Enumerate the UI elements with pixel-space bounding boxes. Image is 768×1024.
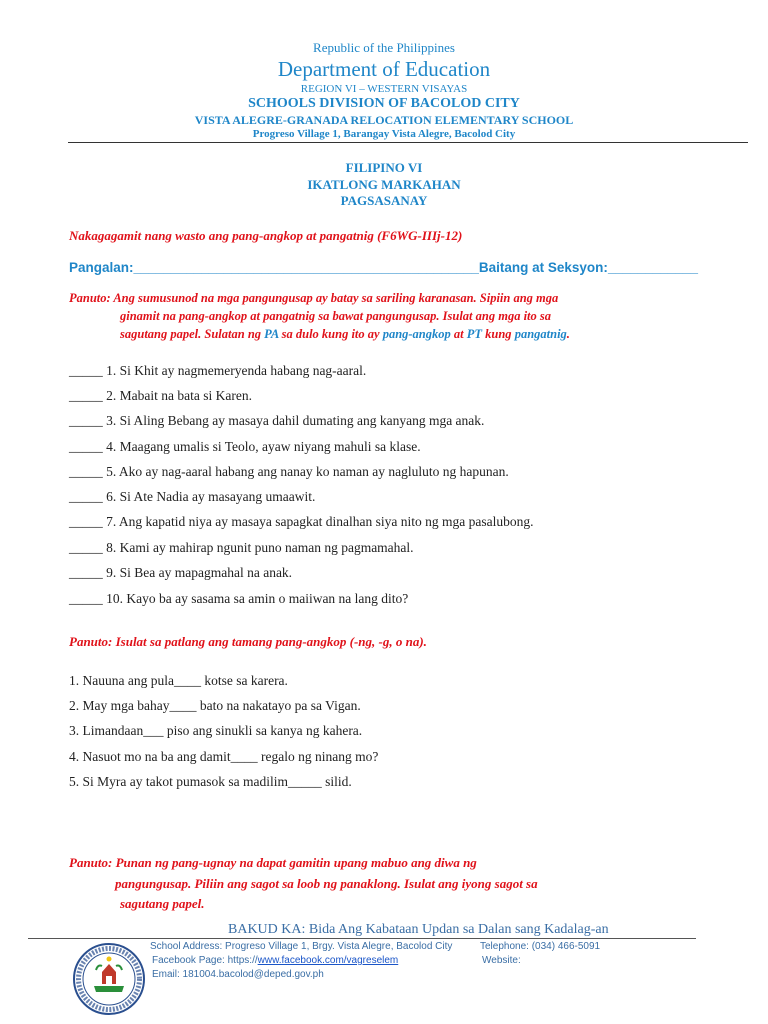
- part1-item-9: _____ 9. Si Bea ay mapagmahal na anak.: [69, 565, 293, 580]
- instruction-1-line-3: [120, 327, 570, 342]
- instruction-text: .: [566, 327, 570, 341]
- part1-item-7: _____ 7. Ang kapatid niya ay masaya sapagkat dinalhan siya nito ng mga pasalubong.: [69, 514, 534, 529]
- school-seal-logo: [72, 942, 146, 1016]
- subject-title: FILIPINO VI: [345, 160, 423, 175]
- part1-item-2: _____ 2. Mabait na bata si Karen.: [69, 388, 252, 403]
- name-label: Pangalan:: [69, 260, 134, 275]
- school-address: Progreso Village 1, Barangay Vista Alegre, Bacolod City: [252, 128, 516, 140]
- part2-item-2: 2. May mga bahay____ bato na nakatayo pa sa Vigan.: [69, 698, 361, 713]
- quarter-title: IKATLONG MARKAHAN: [307, 177, 461, 192]
- pangatnig-label: pangatnig: [514, 327, 567, 341]
- footer-email[interactable]: Email: 181004.bacolod@deped.gov.ph: [152, 969, 324, 980]
- part1-item-5: _____ 5. Ako ay nag-aaral habang ang nanay ko naman ay nagluluto ng hapunan.: [69, 464, 509, 479]
- pt-label: PT: [466, 327, 483, 341]
- pang-angkop-label: pang-angkop: [382, 327, 451, 341]
- part2-item-1: 1. Nauuna ang pula____ kotse sa karera.: [69, 673, 288, 688]
- footer-website: Website:: [482, 955, 521, 966]
- instruction-3-line-1: Panuto: Punan ng pang-ugnay na dapat gamitin upang mabuo ang diwa ng: [69, 855, 477, 870]
- activity-title: PAGSASANAY: [340, 193, 428, 208]
- section-label: Baitang at Seksyon:: [478, 260, 608, 275]
- facebook-label: Facebook Page: https://: [152, 955, 258, 966]
- footer-address: School Address: Progreso Village 1, Brgy. Vista Alegre, Bacolod City: [150, 941, 453, 952]
- footer-telephone: Telephone: (034) 466-5091: [480, 941, 601, 952]
- footer-facebook: [152, 955, 398, 966]
- instruction-3-line-2: pangungusap. Piliin ang sagot sa loob ng panaklong. Isulat ang iyong sagot sa: [115, 876, 538, 891]
- part2-item-3: 3. Limandaan___ piso ang sinukli sa kanya ng kahera.: [69, 723, 363, 738]
- competency-text: Nakagagamit nang wasto ang pang-angkop at pangatnig (F6WG-IIIj-12): [69, 228, 463, 243]
- republic-text: Republic of the Philippines: [313, 40, 455, 55]
- facebook-link[interactable]: www.facebook.com/vagreselem: [257, 955, 399, 966]
- instruction-3-line-3: sagutang papel.: [120, 896, 205, 911]
- region-text: REGION VI – WESTERN VISAYAS: [300, 83, 468, 95]
- division-text: SCHOOLS DIVISION OF BACOLOD CITY: [248, 96, 520, 111]
- header-divider: [68, 142, 748, 143]
- instruction-text: sagutang papel. Sulatan ng: [120, 327, 265, 341]
- school-name: VISTA ALEGRE-GRANADA RELOCATION ELEMENTARY SCHOOL: [194, 113, 574, 127]
- student-info-line: [69, 260, 698, 275]
- part1-item-10: _____ 10. Kayo ba ay sasama sa amin o maiiwan na lang dito?: [69, 591, 409, 606]
- part1-item-4: _____ 4. Maagang umalis si Teolo, ayaw niyang mahuli sa klase.: [69, 439, 421, 454]
- part2-item-4: 4. Nasuot mo na ba ang damit____ regalo ng ninang mo?: [69, 749, 379, 764]
- instruction-2: Panuto: Isulat sa patlang ang tamang pang-angkop (-ng, -g, o na).: [69, 634, 427, 649]
- instruction-text: sa dulo kung ito ay: [278, 327, 383, 341]
- name-blank[interactable]: ______________________________________________: [133, 260, 479, 275]
- part2-item-5: 5. Si Myra ay takot pumasok sa madilim_____ silid.: [69, 774, 352, 789]
- motto-text: BAKUD KA: Bida Ang Kabataan Updan sa Dalan sang Kadalag-an: [228, 922, 609, 937]
- instruction-text: kung: [482, 327, 515, 341]
- part1-item-1: _____ 1. Si Khit ay nagmemeryenda habang nag-aaral.: [69, 363, 367, 378]
- section-blank[interactable]: ____________: [607, 260, 699, 275]
- part1-item-8: _____ 8. Kami ay mahirap ngunit puno naman ng pagmamahal.: [69, 540, 414, 555]
- instruction-text: at: [450, 327, 467, 341]
- instruction-1-line-2: ginamit na pang-angkop at pangatnig sa bawat pangungusap. Isulat ang mga ito sa: [120, 309, 552, 323]
- part1-item-6: _____ 6. Si Ate Nadia ay masayang umaawit.: [69, 489, 316, 504]
- pa-label: PA: [264, 327, 279, 341]
- instruction-1-line-1: Panuto: Ang sumusunod na mga pangungusap ay batay sa sariling karanasan. Sipiin ang mga: [69, 291, 559, 305]
- department-title: Department of Education: [277, 57, 491, 81]
- part1-item-3: _____ 3. Si Aling Bebang ay masaya dahil dumating ang kanyang mga anak.: [69, 413, 485, 428]
- footer-divider: [28, 938, 696, 939]
